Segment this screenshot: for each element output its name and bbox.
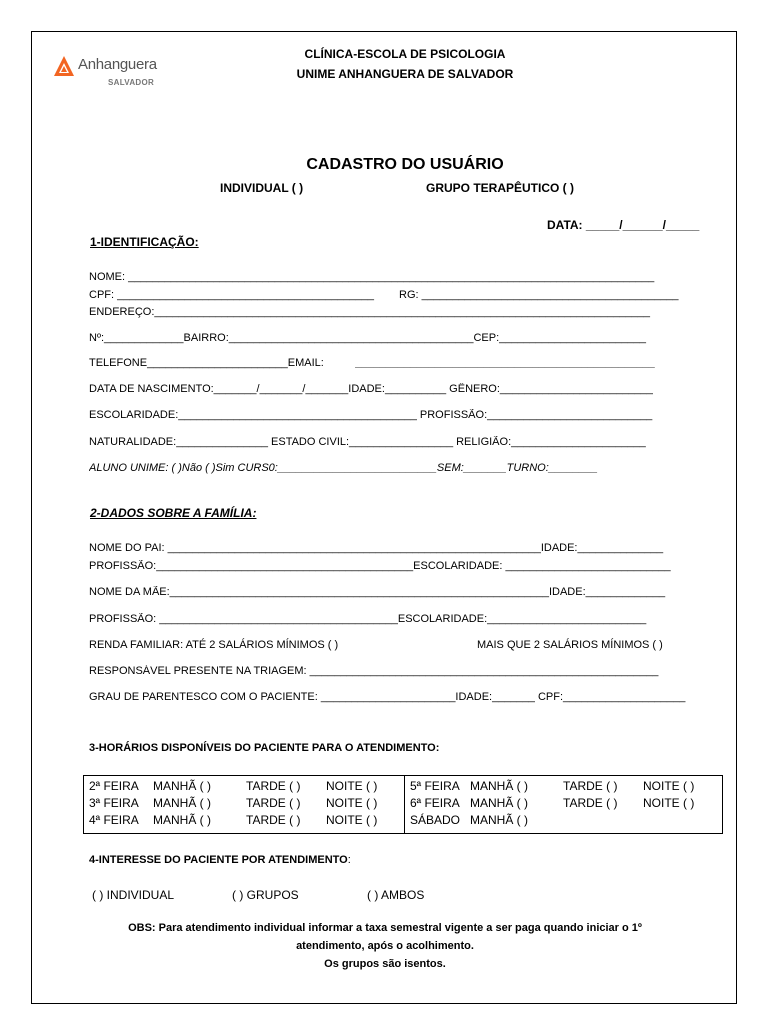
nome-mae-field[interactable]: NOME DA MÃE:______________________________________________________________IDADE:_____________ [89,586,666,598]
schedule-divider [404,776,405,833]
section-4-heading [89,854,351,866]
schedule-afternoon-option[interactable]: TARDE ( ) [246,813,301,827]
nome-field[interactable]: NOME: ______________________________________________________________________________________ [89,271,655,283]
schedule-morning-option[interactable]: MANHÃ ( ) [470,796,528,810]
schedule-night-option[interactable]: NOITE ( ) [326,813,378,827]
profissao-pai-field[interactable]: PROFISSÃO:__________________________________________ESCOLARIDADE: ___________________________ [89,560,671,572]
naturalidade-estado-religiao-field[interactable]: NATURALIDADE:_______________ ESTADO CIVIL:_________________ RELIGIÃO:______________________ [89,436,646,448]
form-title: CADASTRO DO USUÁRIO [306,156,504,173]
schedule-night-option[interactable]: NOITE ( ) [326,796,378,810]
logo-city: SALVADOR [108,78,155,87]
schedule-morning-option[interactable]: MANHÃ ( ) [153,796,211,810]
interest-individual-option[interactable]: ( ) INDIVIDUAL [92,888,175,902]
aluno-unime-field[interactable]: ALUNO UNIME: ( )Não ( )Sim CURS0:__________________________SEM:_______TURNO:________ [89,462,598,474]
schedule-afternoon-option[interactable]: TARDE ( ) [246,796,301,810]
schedule-afternoon-option[interactable]: TARDE ( ) [563,796,618,810]
section-2-heading: 2-DADOS SOBRE A FAMÍLIA: [90,506,257,520]
nascimento-idade-genero-field[interactable]: DATA DE NASCIMENTO:_______/_______/_______IDADE:__________ GÊNERO:_________________________ [89,383,653,395]
endereco-field[interactable]: ENDEREÇO:_________________________________________________________________________________ [89,306,650,318]
mode-individual[interactable]: INDIVIDUAL ( ) [220,181,304,195]
email-field[interactable]: _________________________________________________ [355,357,655,369]
schedule-day: 5ª FEIRA [410,779,460,793]
schedule-day: 2ª FEIRA [89,779,139,793]
obs-line-1: OBS: Para atendimento individual informar a taxa semestral vigente a ser paga quando iniciar o 1º [128,922,642,934]
renda-ate-2-option[interactable]: RENDA FAMILIAR: ATÉ 2 SALÁRIOS MÍNIMOS ( ) [89,639,339,651]
schedule-afternoon-option[interactable]: TARDE ( ) [563,779,618,793]
date-field[interactable]: DATA: _____/______/_____ [547,218,700,232]
schedule-day: SÁBADO [410,813,461,827]
schedule-night-option[interactable]: NOITE ( ) [643,796,695,810]
schedule-day: 6ª FEIRA [410,796,460,810]
parentesco-idade-cpf-field[interactable]: GRAU DE PARENTESCO COM O PACIENTE: ______________________IDADE:_______ CPF:____________________ [89,691,686,703]
schedule-morning-option[interactable]: MANHÃ ( ) [153,813,211,827]
section-4-heading-text: 4-INTERESSE DO PACIENTE POR ATENDIMENTO [89,854,348,866]
schedule-morning-option[interactable]: MANHÃ ( ) [470,813,528,827]
header-line-1: CLÍNICA-ESCOLA DE PSICOLOGIA [304,47,506,61]
schedule-morning-option[interactable]: MANHÃ ( ) [470,779,528,793]
schedule-morning-option[interactable]: MANHÃ ( ) [153,779,211,793]
schedule-night-option[interactable]: NOITE ( ) [643,779,695,793]
section-3-heading: 3-HORÁRIOS DISPONÍVEIS DO PACIENTE PARA O ATENDIMENTO: [89,742,440,754]
section-1-heading: 1-IDENTIFICAÇÃO: [90,235,199,249]
schedule-table [83,775,723,834]
schedule-day: 4ª FEIRA [89,813,139,827]
anhanguera-logo-icon [52,54,76,78]
header-line-2: UNIME ANHANGUERA DE SALVADOR [296,67,514,81]
renda-mais-2-option[interactable]: MAIS QUE 2 SALÁRIOS MÍNIMOS ( ) [477,639,663,651]
rg-field[interactable]: RG: __________________________________________ [399,289,679,301]
schedule-day: 3ª FEIRA [89,796,139,810]
profissao-mae-field[interactable]: PROFISSÃO: _______________________________________ESCOLARIDADE:__________________________ [89,613,647,625]
mode-group[interactable]: GRUPO TERAPÊUTICO ( ) [426,181,575,195]
nome-pai-field[interactable]: NOME DO PAI: _____________________________________________________________IDADE:______________ [89,542,664,554]
escolaridade-profissao-field[interactable]: ESCOLARIDADE:_______________________________________ PROFISSÃO:___________________________ [89,409,653,421]
telefone-email-label[interactable]: TELEFONE_______________________EMAIL: [89,357,324,369]
obs-line-3: Os grupos são isentos. [324,958,446,970]
section-4-heading-colon: : [347,854,351,866]
numero-bairro-cep-field[interactable]: Nº:_____________BAIRRO:________________________________________CEP:________________________ [89,332,646,344]
schedule-night-option[interactable]: NOITE ( ) [326,779,378,793]
cpf-field[interactable]: CPF: __________________________________________ [89,289,375,301]
interest-grupos-option[interactable]: ( ) GRUPOS [232,888,299,902]
anhanguera-logo [52,52,172,92]
interest-ambos-option[interactable]: ( ) AMBOS [367,888,425,902]
obs-line-2: atendimento, após o acolhimento. [296,940,474,952]
logo-name: Anhanguera [78,56,157,73]
schedule-afternoon-option[interactable]: TARDE ( ) [246,779,301,793]
responsavel-field[interactable]: RESPONSÁVEL PRESENTE NA TRIAGEM: _________________________________________________________ [89,665,659,677]
